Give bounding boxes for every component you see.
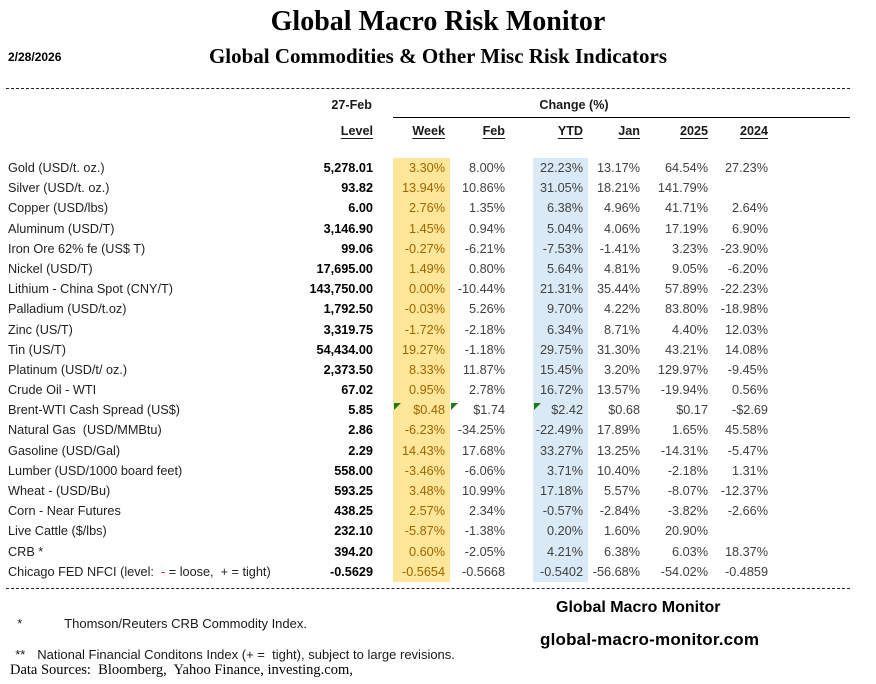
jan-value: 13.17% [596,161,640,175]
ytd-value: -0.5402 [533,562,588,582]
footnote-nfci-text: National Financial Conditons Index (+ = tight), subject to large revisions. [37,647,455,662]
feb-value: 10.99% [461,484,505,498]
week-value: -3.46% [393,461,450,481]
level-value: 5,278.01 [323,161,373,175]
week-value: 19.27% [393,340,450,360]
week-value: -0.27% [393,239,450,259]
week-value: $0.48 [393,400,450,420]
week-value: 0.95% [393,380,450,400]
y2025-value: 9.05% [672,261,708,276]
y2024-value: 1.31% [732,463,768,478]
week-value: 1.49% [393,259,450,279]
row-label: Crude Oil - WTI [8,383,97,398]
week-value: 13.94% [393,178,450,198]
table-row [0,441,876,461]
y2025-value: 20.90% [664,524,708,539]
feb-value: -34.25% [457,423,505,438]
table-row [0,400,876,420]
row-label: Silver (USD/t. oz.) [8,181,110,196]
ytd-value: 5.04% [533,219,588,239]
row-label: Tin (US/T) [8,342,67,357]
y2025-value: 57.89% [664,282,708,297]
y2025-value: 83.80% [664,302,708,317]
level-date-header: 27-Feb [331,98,372,112]
row-label: Lithium - China Spot (CNY/T) [8,282,173,297]
column-header-ytd: YTD [557,124,583,138]
feb-value: 2.78% [469,383,505,398]
ytd-value: -7.53% [533,239,588,259]
ytd-value: $2.42 [533,400,588,420]
table-row [0,380,876,400]
level-value: 1,792.50 [323,302,373,317]
y2024-value: 14.08% [724,342,768,357]
jan-value: 1.60% [604,524,640,539]
y2024-value: -5.47% [727,443,768,458]
y2024-value: -22.23% [720,282,768,297]
week-value: 14.43% [393,441,450,461]
ytd-value: 17.18% [533,481,588,501]
ytd-value: 0.20% [533,521,588,541]
y2024-value: -18.98% [720,302,768,317]
row-label: Copper (USD/lbs) [8,201,109,216]
feb-value: 11.87% [462,362,505,377]
y2024-value: 45.58% [724,423,768,438]
y2024-value: 27.23% [724,161,768,175]
change-percent-header: Change (%) [393,96,850,118]
jan-value: 6.38% [604,544,640,559]
green-corner-flag-icon [534,403,541,410]
week-value: 3.48% [393,481,450,501]
column-header-2024: 2024 [739,124,768,138]
ytd-value: 6.38% [533,198,588,218]
feb-value: -1.38% [464,524,505,539]
row-label: Palladium (USD/t.oz) [8,302,127,317]
y2025-value: -19.94% [660,383,708,398]
feb-value: 5.26% [469,302,505,317]
feb-value: 0.80% [469,261,505,276]
jan-value: 8.71% [604,322,640,337]
footnote-crb-text: Thomson/Reuters CRB Commodity Index. [64,616,307,631]
column-header-jan: Jan [618,124,640,138]
level-value: -0.5629 [329,564,373,579]
row-label: Iron Ore 62% fe (US$ T) [8,241,146,256]
y2024-value [713,178,773,198]
table-row [0,239,876,259]
y2025-value: -2.18% [667,463,708,478]
table-row [0,481,876,501]
y2024-value: -2.66% [727,504,768,519]
data-sources: Data Sources: Bloomberg, Yahoo Finance, investing.com, [10,662,353,678]
column-header-week: Week [412,124,445,138]
y2024-value: 0.56% [732,383,768,398]
jan-value: 3.20% [604,362,640,377]
brand-url: global-macro-monitor.com [540,630,760,649]
level-value: 5.85 [348,403,373,418]
week-value: 2.76% [393,198,450,218]
y2024-value: -23.90% [720,241,768,256]
row-label: Wheat - (USD/Bu) [8,484,111,498]
y2025-value: $0.17 [676,403,708,418]
row-label: Live Cattle ($/lbs) [8,524,107,539]
row-label: Gasoline (USD/Gal) [8,443,121,458]
jan-value: 4.81% [604,261,640,276]
level-value: 143,750.00 [309,282,373,297]
feb-value: 1.35% [469,201,505,216]
feb-value: 8.00% [469,161,505,175]
table-row [0,158,876,178]
y2024-value: 2.64% [732,201,768,216]
ytd-value: 9.70% [533,299,588,319]
row-label: Lumber (USD/1000 board feet) [8,463,183,478]
y2024-value: 18.37% [724,544,768,559]
table-row [0,279,876,299]
jan-value: -56.68% [592,564,640,579]
ytd-value: 31.05% [533,178,588,198]
table-row [0,542,876,562]
y2025-value: -14.31% [660,443,708,458]
row-label: Platinum (USD/t/ oz.) [8,362,128,377]
row-label: CRB * [8,544,44,559]
ytd-value: 15.45% [533,360,588,380]
ytd-value: 3.71% [533,461,588,481]
week-value: -0.03% [393,299,450,319]
y2025-value: -8.07% [667,484,708,498]
week-value: 0.60% [393,542,450,562]
table-row [0,360,876,380]
y2024-value: 6.90% [732,221,768,236]
feb-value: -1.18% [464,342,505,357]
row-label: Aluminum (USD/T) [8,221,115,236]
ytd-value: 29.75% [533,340,588,360]
ytd-value: 6.34% [533,320,588,340]
y2025-value: 41.71% [664,201,708,216]
y2025-value: -54.02% [660,564,708,579]
divider-top [6,88,850,89]
week-value: -1.72% [393,320,450,340]
week-value: 1.45% [393,219,450,239]
page-subtitle: Global Commodities & Other Misc Risk Indicators [208,44,668,68]
brand-name: Global Macro Monitor [556,599,721,616]
week-value: -5.87% [393,521,450,541]
y2024-value: -$2.69 [732,403,768,418]
jan-value: 13.57% [596,383,640,398]
level-value: 232.10 [334,524,373,539]
jan-value: 18.21% [596,181,640,196]
feb-value: -2.18% [464,322,505,337]
ytd-value: 33.27% [533,441,588,461]
level-value: 6.00 [348,201,373,216]
jan-value: 13.25% [596,443,640,458]
level-value: 438.25 [334,504,373,519]
table-row [0,340,876,360]
jan-value: 10.40% [596,463,640,478]
feb-value: $1.74 [450,400,510,420]
column-header-feb: Feb [482,124,505,138]
ytd-value: -0.57% [533,501,588,521]
footnote-nfci [8,632,455,662]
feb-value: 0.94% [469,221,505,236]
jan-value: 31.30% [596,342,640,357]
feb-value: 17.68% [461,443,505,458]
jan-value: 4.22% [604,302,640,317]
ytd-value: 22.23% [533,158,588,178]
feb-value: -6.06% [464,463,505,478]
level-value: 17,695.00 [316,261,373,276]
loose-minus-indicator: - [161,564,166,579]
week-value: 0.00% [393,279,450,299]
ytd-value: -22.49% [533,420,588,440]
level-value: 54,434.00 [316,342,373,357]
table-row [0,562,876,582]
row-label: Gold (USD/t. oz.) [8,161,105,175]
feb-value: 2.34% [469,504,505,519]
feb-value: -10.44% [457,282,505,297]
y2024-value: -0.4859 [724,564,768,579]
table-row [0,178,876,198]
column-header-level: Level [340,124,373,138]
report-date: 2/28/2026 [8,50,62,64]
table-row [0,259,876,279]
divider-bottom [6,588,850,589]
y2025-value: 43.21% [664,342,708,357]
level-value: 93.82 [341,181,373,196]
y2025-value: 3.23% [672,241,708,256]
table-row [0,461,876,481]
page-title: Global Macro Risk Monitor [270,6,606,37]
feb-value: -0.5668 [461,564,505,579]
table-header-row-1 [0,96,876,115]
level-value: 2,373.50 [323,362,373,377]
green-corner-flag-icon [394,403,401,410]
y2025-value: 1.65% [672,423,708,438]
table-row [0,219,876,239]
ytd-value: 16.72% [533,380,588,400]
footnote-crb [10,601,307,631]
jan-value: 35.44% [596,282,640,297]
jan-value: 4.06% [604,221,640,236]
jan-value: -1.41% [599,241,640,256]
y2024-value [713,521,773,541]
level-value: 558.00 [334,463,373,478]
table-body [0,158,876,582]
row-label: Brent-WTI Cash Spread (US$) [8,403,181,418]
level-value: 99.06 [341,241,373,256]
footnote-nfci-marker: ** [15,647,26,662]
feb-value: 10.86% [461,181,505,196]
level-value: 3,319.75 [323,322,373,337]
row-label: Natural Gas (USD/MMBtu) [8,423,162,438]
table-row [0,420,876,440]
level-value: 593.25 [334,484,373,498]
row-label: Zinc (US/T) [8,322,73,337]
jan-value: 5.57% [604,484,640,498]
level-value: 2.29 [348,443,373,458]
y2024-value: -12.37% [720,484,768,498]
y2025-value: 6.03% [672,544,708,559]
feb-value: -6.21% [464,241,505,256]
week-value: -0.5654 [393,562,450,582]
row-label: Chicago FED NFCI (level: - = loose, + = tight) [8,564,271,579]
y2024-value: 12.03% [724,322,768,337]
table-header [0,96,876,141]
week-value: -6.23% [393,420,450,440]
jan-value: 4.96% [604,201,640,216]
table-row [0,501,876,521]
row-label: Corn - Near Futures [8,504,121,519]
y2025-value: 4.40% [672,322,708,337]
ytd-value: 21.31% [533,279,588,299]
jan-value: -2.84% [599,504,640,519]
y2024-value: -9.45% [727,362,768,377]
ytd-value: 5.64% [533,259,588,279]
feb-value: -2.05% [464,544,505,559]
week-value: 8.33% [393,360,450,380]
table-header-row-2 [0,121,876,141]
table-row [0,299,876,319]
level-value: 3,146.90 [323,221,373,236]
y2024-value: -6.20% [727,261,768,276]
jan-value: $0.68 [608,403,640,418]
level-value: 67.02 [341,383,373,398]
y2025-value: 64.54% [664,161,708,175]
row-label: Nickel (USD/T) [8,261,93,276]
jan-value: 17.89% [596,423,640,438]
week-value: 3.30% [393,158,450,178]
y2025-value: 17.19% [664,221,708,236]
level-value: 2.86 [348,423,373,438]
footnote-crb-marker: * [17,616,23,631]
week-value: 2.57% [393,501,450,521]
level-value: 394.20 [334,544,373,559]
table-row [0,521,876,541]
y2025-value: 129.97% [657,362,708,377]
green-corner-flag-icon [451,403,458,410]
table-row [0,198,876,218]
column-header-2025: 2025 [679,124,708,138]
table-row [0,320,876,340]
y2025-value: -3.82% [667,504,708,519]
y2025-value: 141.79% [657,181,708,196]
ytd-value: 4.21% [533,542,588,562]
